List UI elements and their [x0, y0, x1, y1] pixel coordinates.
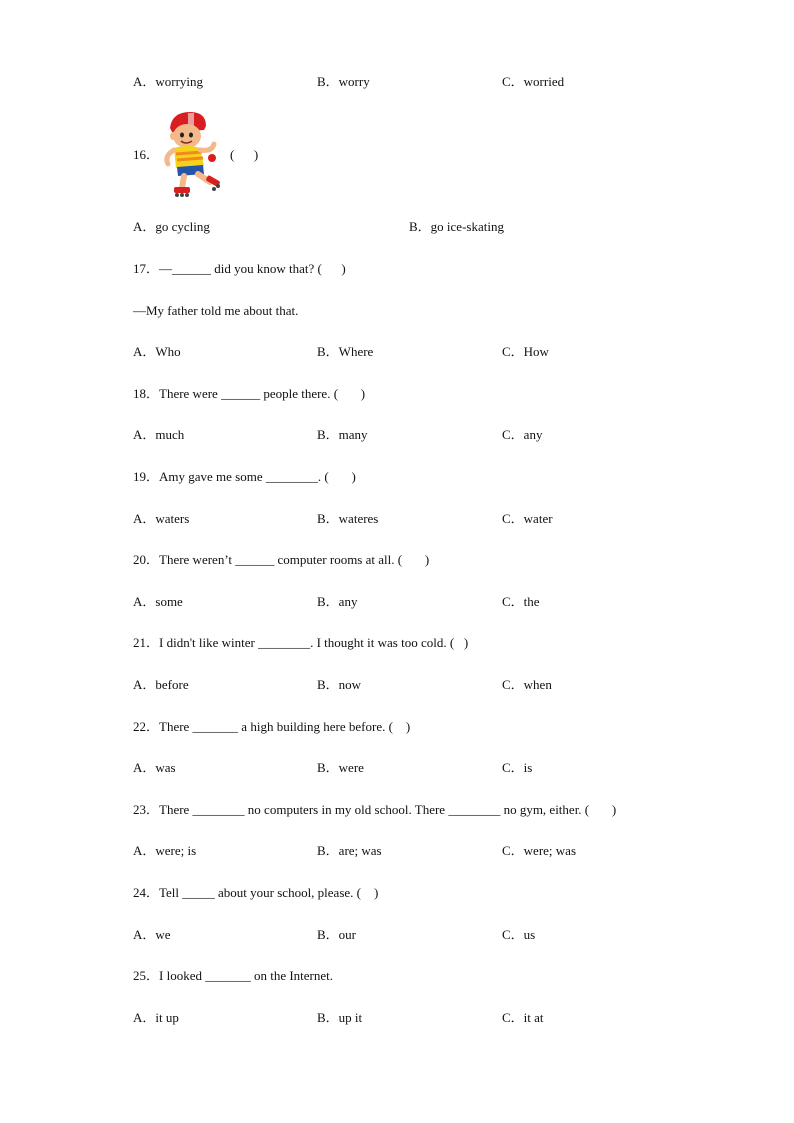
- q15-option-b: B．worry: [317, 74, 370, 89]
- q16-answer-paren: ( ): [230, 147, 259, 162]
- q23-option-b: B．are; was: [317, 843, 382, 858]
- q25-option-b: B．up it: [317, 1010, 363, 1025]
- q21-question: 21．I didn't like winter ________. I thought it was too cold. ( ): [133, 635, 469, 650]
- q25-option-c: C．it at: [502, 1010, 544, 1025]
- q24-option-a: A．we: [133, 927, 171, 942]
- q23-option-a: A．were; is: [133, 843, 197, 858]
- q17-option-b: B．Where: [317, 344, 374, 359]
- q19-option-b: B．wateres: [317, 511, 379, 526]
- q25-option-a: A．it up: [133, 1010, 179, 1025]
- roller-skater-picture: [160, 110, 224, 198]
- q22-question: 22．There _______ a high building here before. ( ): [133, 719, 411, 734]
- q24-question: 24．Tell _____ about your school, please. ( ): [133, 885, 379, 900]
- q20-option-a: A．some: [133, 594, 183, 609]
- q24-option-c: C．us: [502, 927, 536, 942]
- q17-option-c: C．How: [502, 344, 549, 359]
- q21-option-c: C．when: [502, 677, 552, 692]
- q18-question: 18．There were ______ people there. ( ): [133, 386, 366, 401]
- q16-number: 16．: [133, 147, 160, 162]
- q19-option-c: C．water: [502, 511, 553, 526]
- q17-reply: —My father told me about that.: [133, 303, 299, 318]
- q15-option-a: A．worrying: [133, 74, 204, 89]
- q17-option-a: A．Who: [133, 344, 181, 359]
- q24-option-b: B．our: [317, 927, 357, 942]
- q20-question: 20．There weren’t ______ computer rooms at all. ( ): [133, 552, 430, 567]
- q25-question: 25．I looked _______ on the Internet.: [133, 968, 334, 983]
- q18-option-c: C．any: [502, 427, 543, 442]
- q22-option-c: C．is: [502, 760, 533, 775]
- q23-option-c: C．were; was: [502, 843, 577, 858]
- q22-option-b: B．were: [317, 760, 364, 775]
- q21-option-b: B．now: [317, 677, 362, 692]
- q19-question: 19．Amy gave me some ________. ( ): [133, 469, 356, 484]
- q19-option-a: A．waters: [133, 511, 190, 526]
- q20-option-c: C．the: [502, 594, 540, 609]
- q18-option-b: B．many: [317, 427, 368, 442]
- q17-question: 17．—______ did you know that? ( ): [133, 261, 346, 276]
- q18-option-a: A．much: [133, 427, 185, 442]
- q16-option-b: B．go ice-skating: [409, 219, 504, 234]
- q23-question: 23．There ________ no computers in my old school. There ________ no gym, either. ( ): [133, 802, 617, 817]
- q16-option-a: A．go cycling: [133, 219, 210, 234]
- q21-option-a: A．before: [133, 677, 189, 692]
- q20-option-b: B．any: [317, 594, 358, 609]
- q22-option-a: A．was: [133, 760, 176, 775]
- q15-option-c: C．worried: [502, 74, 565, 89]
